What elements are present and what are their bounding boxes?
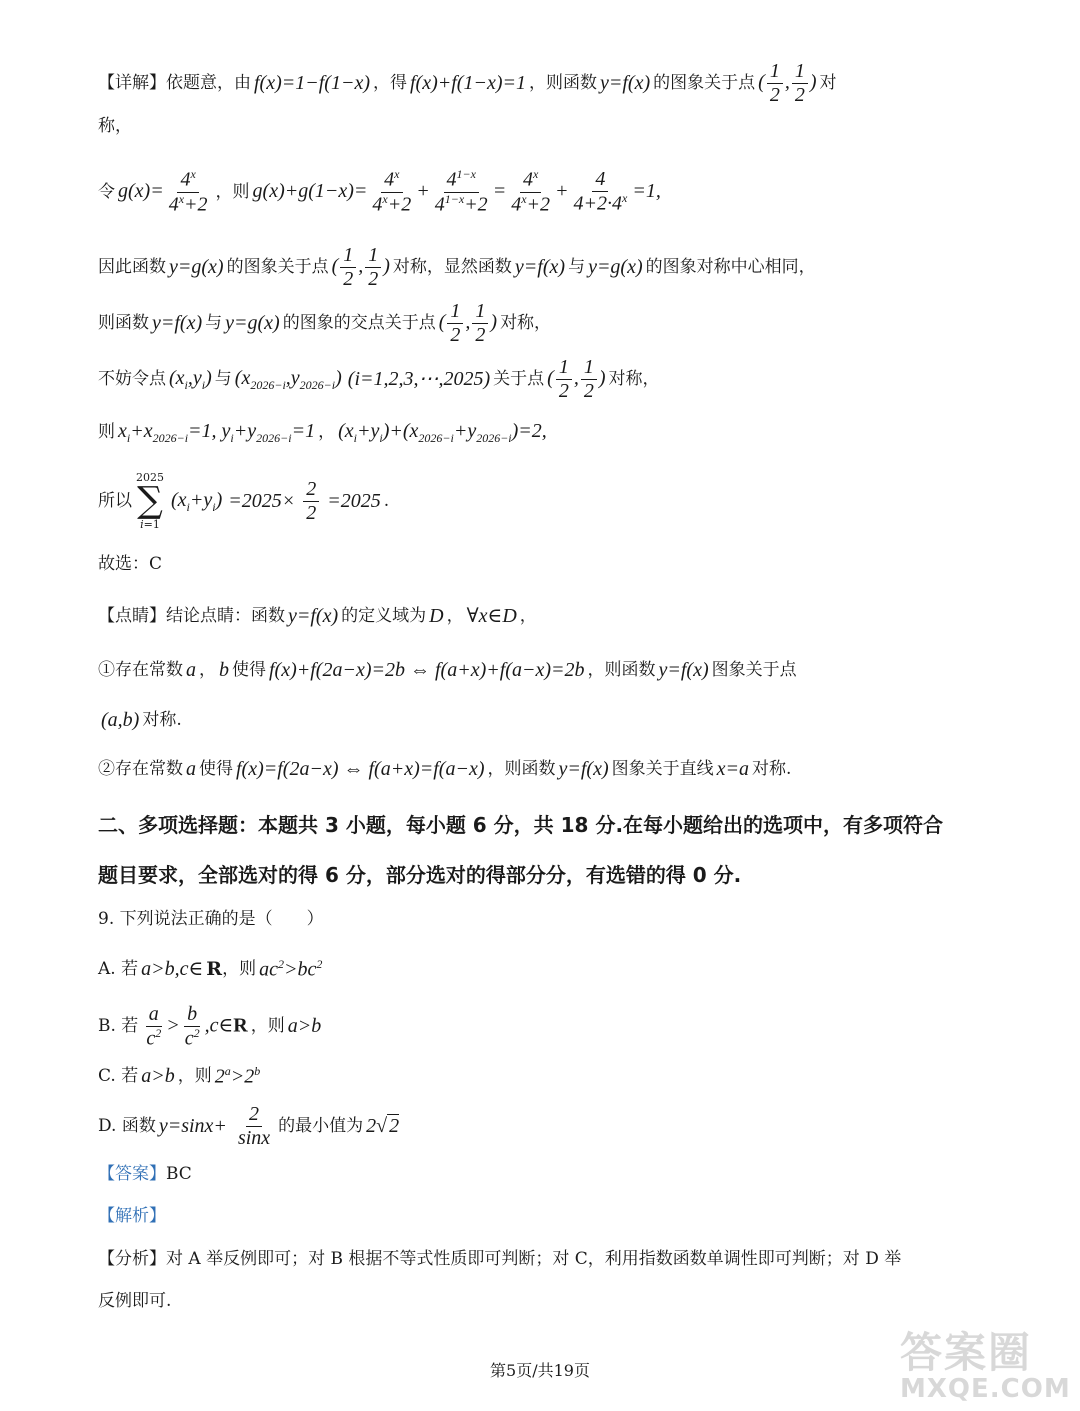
detail-line-8 (98, 472, 984, 530)
option-d (98, 1103, 984, 1150)
formula: y=g(x) (588, 256, 643, 278)
page-number: 第5页/共19页 (490, 1361, 590, 1380)
dianjing-line-2 (98, 657, 984, 684)
text: 对称， (500, 313, 552, 334)
text: ，则 (177, 1066, 212, 1087)
text: ，则 (250, 1016, 285, 1037)
formula-pair-sum: $(x_i+y_i)+(x_{2026-i}+y_{2026-i})=2$, (338, 420, 547, 445)
formula: $2^a>2^b$ (214, 1064, 261, 1088)
formula: f(x)+f(2a−x)=2b ⇔ f(a+x)+f(a−x)=2b (269, 659, 585, 681)
text: 的图象对称中心相同， (645, 257, 816, 278)
question-text: 9. 下列说法正确的是（ ） (98, 909, 324, 929)
text: 的图象关于点 (226, 257, 329, 278)
text: D. 函数 (98, 1116, 156, 1137)
point-half-half: ( $\frac{1}{2}$ , $\frac{1}{2}$ ) (331, 244, 390, 290)
detail-line-6 (98, 356, 984, 403)
text: 的图象的交点关于点 (282, 313, 436, 334)
text: 的最小值为 (278, 1116, 364, 1137)
text: 与 (568, 257, 586, 278)
detail-line-5 (98, 300, 984, 347)
fenxi-line-1 (98, 1248, 984, 1271)
question-9 (98, 908, 984, 931)
watermark-logo (900, 1320, 1075, 1408)
g-sum: g(x)+g(1−x)= $\frac{4^x}{4^x+2}$ + $\frac{4^{1-x}}{4^{1-x}+2}$ = $\frac{4^x}{4^x+2}$ + $\frac{4}{4+2\cdot 4^x}$ =1, (252, 167, 661, 216)
formula: x=a (716, 758, 750, 780)
text: 称， (98, 116, 132, 136)
formula: f(x)+f(1−x)=1 (410, 72, 526, 94)
text: ， (318, 421, 336, 442)
heading-text: 二、多项选择题：本题共 3 小题，每小题 6 分，共 18 分.在每小题给出的选项中，有多项符合 (98, 813, 944, 837)
text: ，则 (215, 181, 250, 202)
text: . (383, 490, 390, 511)
formula: a>b (141, 1065, 175, 1088)
text: 的定义域为 (341, 606, 427, 627)
formula: y=g(x) (169, 256, 224, 278)
formula: y=sinx+ (158, 1115, 227, 1137)
answer-choice: 故选：C (98, 554, 163, 574)
text: ，则 (222, 959, 257, 980)
point-half-half: ( $\frac{1}{2}$ , $\frac{1}{2}$ ) (547, 356, 606, 402)
detail-line-3 (98, 168, 984, 216)
dianjing-line-1 (98, 603, 984, 630)
watermark-url: MXQE.COM (900, 1374, 1071, 1404)
formula: D (429, 605, 444, 627)
text: 则函数 (98, 313, 149, 334)
jiexi-label: 【解析】 (98, 1206, 166, 1226)
formula: y=f(x) (558, 758, 609, 780)
text: 【详解】依题意，由 (98, 73, 251, 94)
text: ， (199, 660, 216, 681)
formula: $ac^2>bc^2$ (259, 957, 323, 981)
fenxi-line-2 (98, 1290, 984, 1313)
text: 【分析】对 A 举反例即可；对 B 根据不等式性质即可判断；对 C，利用指数函数单调性即可判断；对 D 举 (98, 1249, 902, 1269)
text: 关于点 (493, 369, 545, 390)
text: 反例即可. (98, 1291, 172, 1311)
formula: ∀x∈D (466, 605, 517, 627)
formula: y=f(x) (600, 72, 651, 94)
sigma-symbol: 2025 ∑ i=1 (136, 471, 164, 531)
formula: f(x)=f(2a−x) ⇔ f(a+x)=f(a−x) (236, 758, 485, 780)
formula: $\frac{a}{c^2}$ > $\frac{b}{c^2}$ ,c∈R (146, 1003, 248, 1050)
formula: 2√ 2 (366, 1115, 400, 1137)
text: 使得 (232, 660, 266, 681)
text: 对称. (752, 759, 792, 780)
option-c (98, 1063, 984, 1091)
heading-text: 题目要求，全部选对的得 6 分，部分选对的得部分分，有选错的得 0 分. (98, 863, 742, 887)
text: 对称. (142, 710, 182, 731)
text: C. 若 (98, 1066, 139, 1087)
text: B. 若 (98, 1016, 139, 1037)
text: 【点睛】结论点睛：函数 (98, 606, 285, 627)
detail-line-2 (98, 115, 984, 138)
answer-line (98, 1163, 984, 1186)
formula: y=f(x) (514, 256, 566, 278)
text: 与 (205, 313, 223, 334)
formula: y=f(x) (658, 659, 709, 681)
point-xi-yi: $(x_i,y_i)$ (169, 367, 212, 393)
text: ②存在常数 (98, 759, 183, 780)
detail-line-7 (98, 418, 984, 446)
formula: y=f(x) (288, 605, 339, 627)
point-x2026: $(x_{2026-i},y_{2026-i})$ (234, 367, 342, 393)
section-heading-1 (98, 812, 984, 839)
formula: =2025× (228, 489, 296, 512)
option-a (98, 956, 984, 984)
dianjing-line-3 (98, 707, 984, 734)
formula: (a,b) (101, 709, 140, 731)
answer-value: BC (166, 1164, 192, 1184)
text: ， (519, 606, 537, 627)
formula: a (186, 758, 196, 780)
fraction: $\frac{2}{\sin x}$ (237, 1103, 271, 1149)
text: 对称，显然函数 (392, 257, 512, 278)
point-half-half: ( $\frac{1}{2}$ , $\frac{1}{2}$ ) (438, 300, 498, 346)
formula-sum-relations: $x_i+x_{2026-i}=1$, $y_i+y_{2026-i}=1$ (118, 420, 316, 445)
text: 对称， (608, 369, 660, 390)
text: 所以 (98, 490, 132, 511)
formula: (i=1,2,3,⋯,2025) (347, 368, 491, 390)
g-def: g(x)= $\frac{4^x}{4^x+2}$ (118, 167, 208, 216)
formula: b (219, 659, 229, 681)
option-b (98, 1003, 984, 1051)
text: 因此函数 (98, 257, 166, 278)
text: ， (446, 606, 464, 627)
text: 则 (98, 421, 115, 442)
text: 的图象关于点 (653, 73, 756, 94)
dianjing-line-4 (98, 756, 984, 783)
formula: $(x_i+y_i)$ (171, 488, 223, 514)
text: 不妨令点 (98, 369, 166, 390)
formula: a>b (287, 1015, 322, 1038)
text: ，得 (373, 73, 407, 94)
text: ①存在常数 (98, 660, 183, 681)
section-heading-2 (98, 862, 984, 889)
watermark-text: 答案圈 (900, 1328, 1033, 1377)
detail-line-9 (98, 553, 984, 576)
point-half-half: ( $\frac{1}{2}$ , $\frac{1}{2}$ ) (758, 60, 817, 106)
formula: R (206, 958, 223, 980)
formula: a>b,c∈ (141, 958, 204, 981)
text: 使得 (199, 759, 233, 780)
formula: =2025 (327, 489, 381, 512)
detail-line-1 (98, 60, 984, 107)
text: 对 (819, 73, 837, 94)
text: ，则函数 (529, 73, 597, 94)
text: 令 (98, 181, 115, 202)
jiexi-line (98, 1205, 984, 1228)
detail-line-4 (98, 244, 984, 291)
text: ，则函数 (587, 660, 656, 681)
text: 图象关于点 (711, 660, 797, 681)
fraction: $\frac{2}{2}$ (301, 478, 321, 525)
formula: y=f(x) (152, 312, 203, 334)
formula: a (186, 659, 196, 681)
answer-label: 【答案】 (98, 1164, 166, 1184)
formula: y=g(x) (225, 312, 280, 334)
text: ，则函数 (487, 759, 556, 780)
formula: f(x)=1−f(1−x) (254, 72, 370, 94)
text: 图象关于直线 (611, 759, 714, 780)
text: A. 若 (98, 959, 139, 980)
text: 与 (214, 369, 232, 390)
